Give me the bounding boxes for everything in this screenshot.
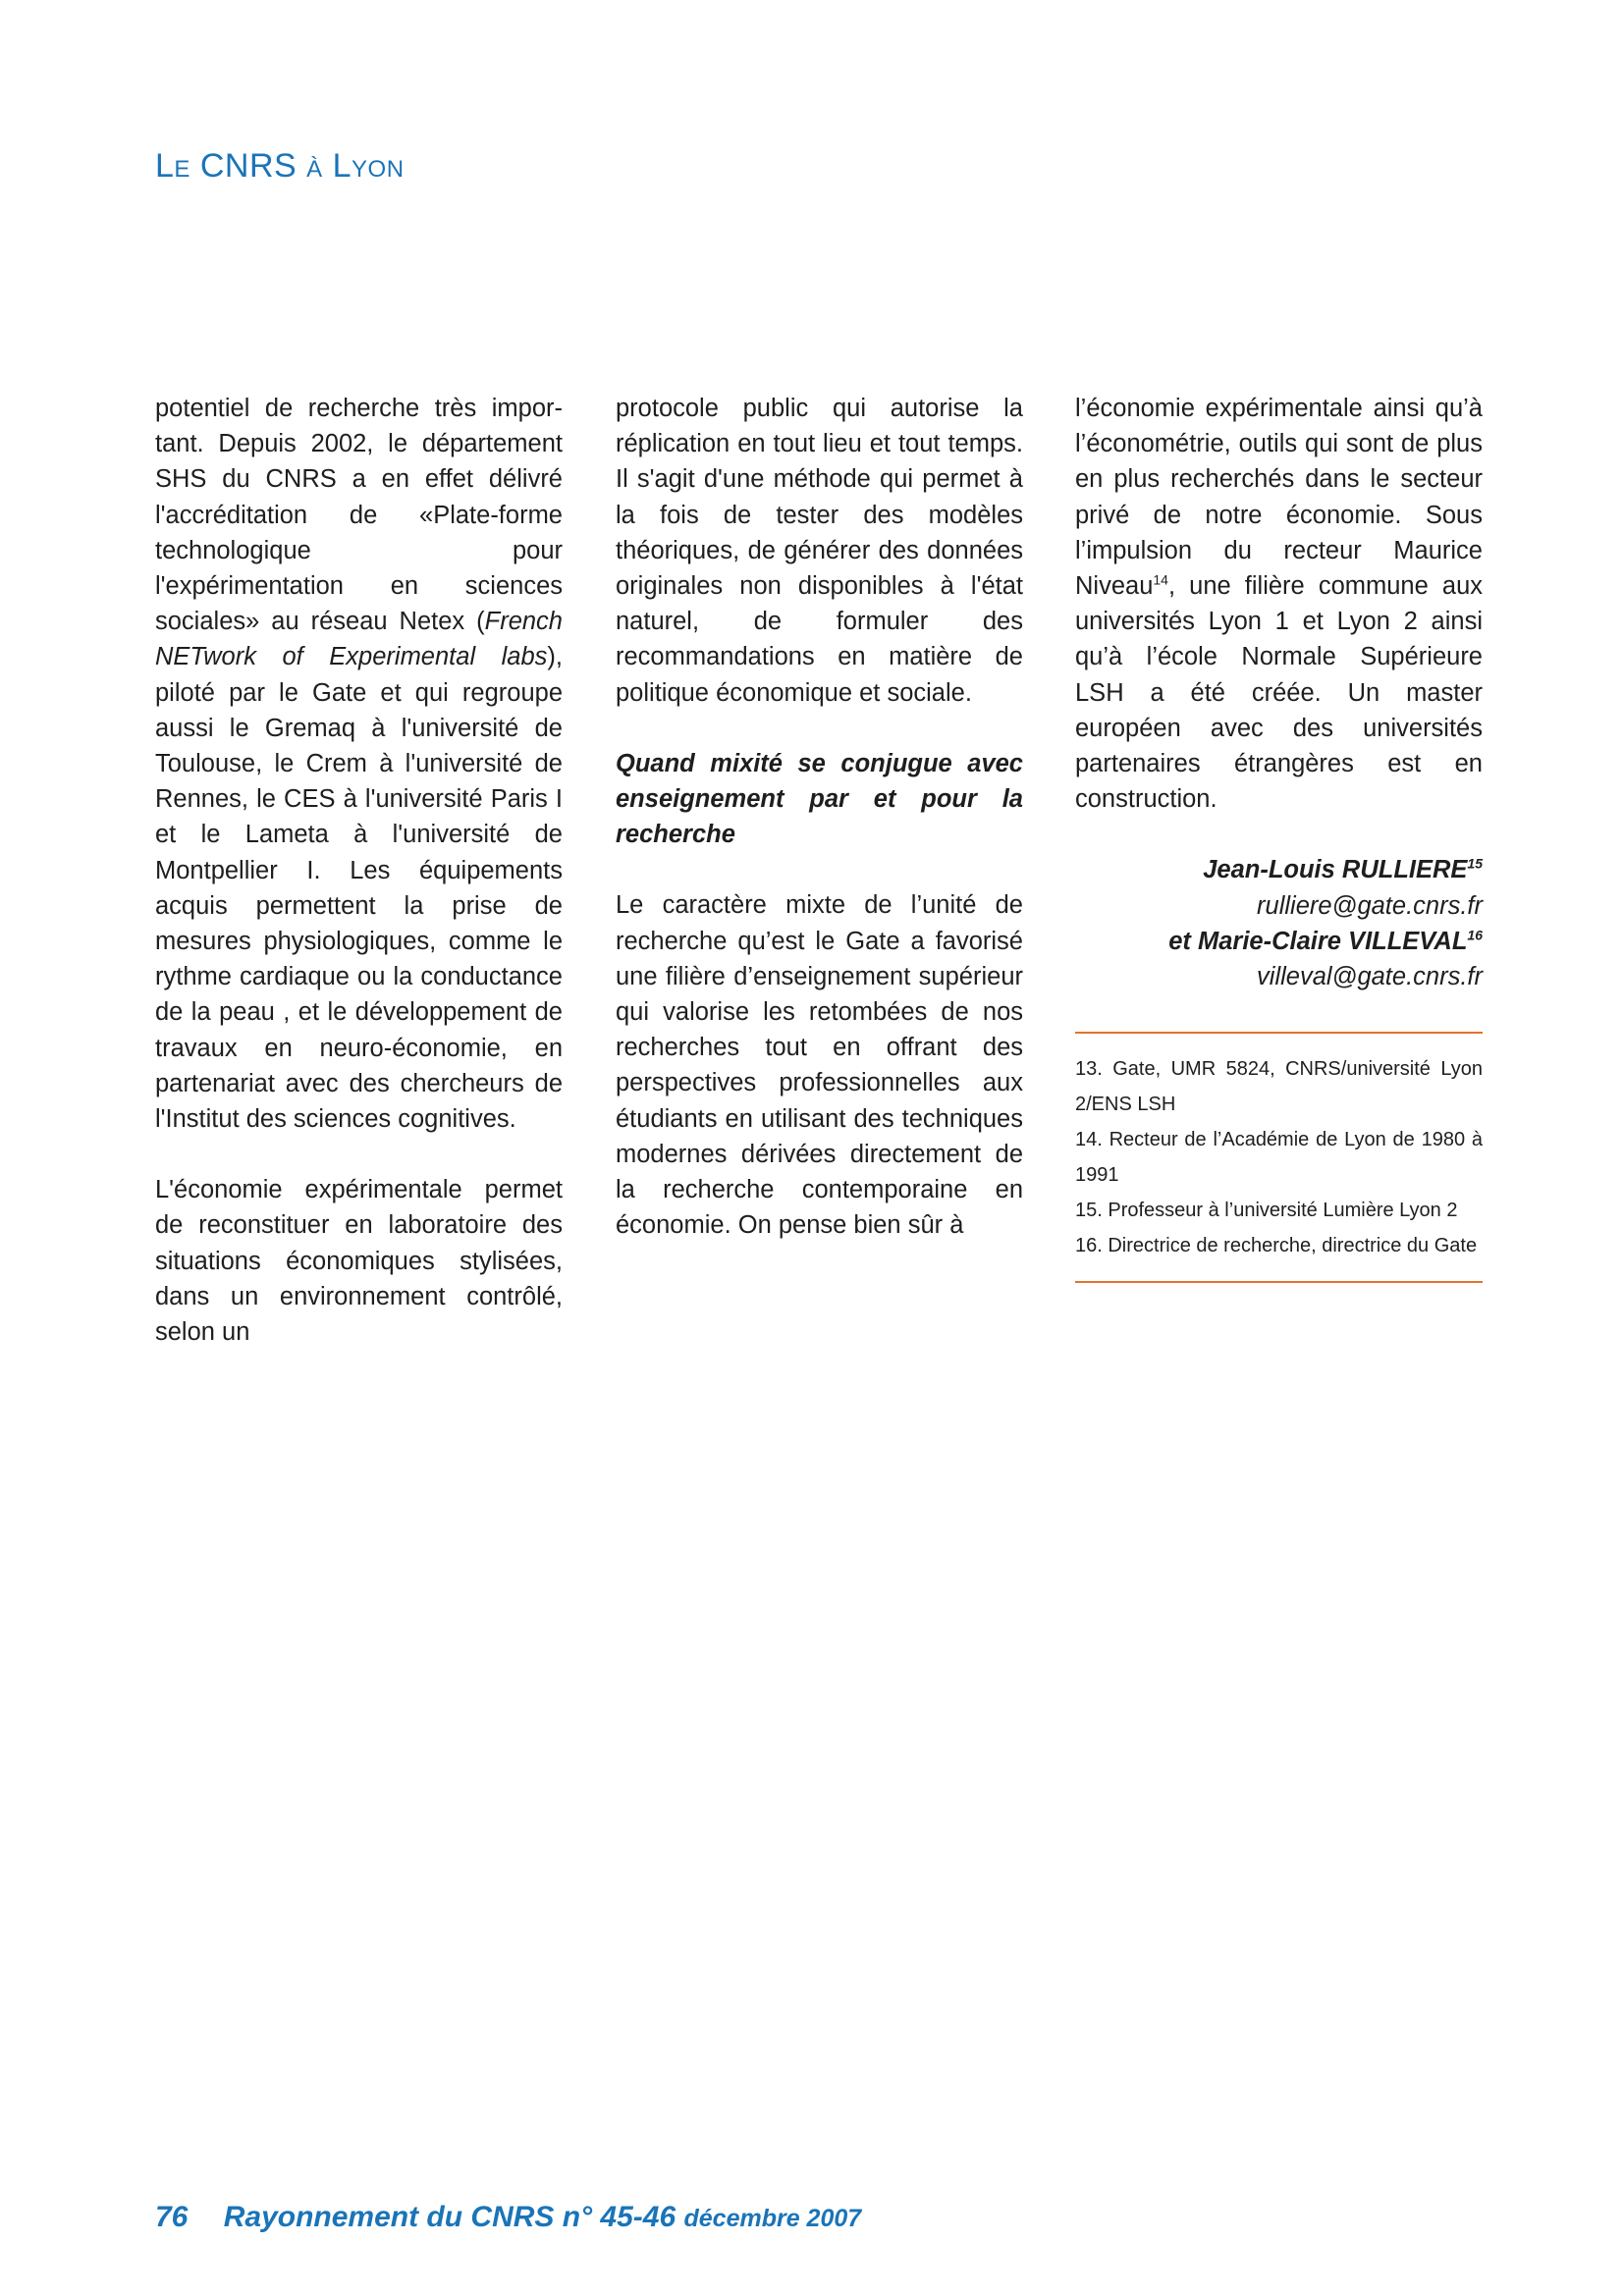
text-column-2 [616, 391, 1023, 1243]
paragraph-text: l’économie expérimentale ainsi qu’à l’économétrie, outils qui sont de plus en plus recherchés dans le secteur privé de notre économie. Sous l’impulsion du recteur Maurice Niveau [1075, 395, 1483, 601]
paragraph [155, 391, 563, 1137]
author-email: rulliere@gate.cnrs.fr [1257, 891, 1483, 920]
paragraph-text: , une filière commune aux universités Lyon 1 et Lyon 2 ainsi qu’à l’école Normale Supérieure LSH a été créée. Un master européen avec des universités partenaires étrangères est en construction. [1075, 572, 1483, 814]
footnote: 16. Directrice de recherche, directrice du Gate [1075, 1235, 1478, 1257]
page-number: 76 [155, 2201, 189, 2233]
text-column-3 [1075, 391, 1483, 1283]
section-subheading: Quand mixité se conjugue avec enseignement par et pour la recherche [616, 749, 1023, 849]
author-name-text: Jean-Louis RULLIERE [1203, 856, 1468, 884]
page-footer [155, 2201, 861, 2234]
paragraph: L'économie expérimentale permet de reconstituer en laboratoire des situations économiques stylisées, dans un environnement contrôlé, selon un [155, 1176, 563, 1347]
footnote-ref: 14 [1153, 571, 1168, 588]
author-name [1075, 924, 1483, 959]
text-column-1 [155, 391, 563, 1350]
paragraph: Le caractère mixte de l’unité de recherche qu’est le Gate a favorisé une filière d’enseignement supérieur qui valorise les retombées de nos recherches tout en offrant des perspectives professionnelles aux étudiants en utilisant des techniques modernes dérivées directement de la recherche contemporaine en économie. On pense bien sûr à [616, 891, 1023, 1240]
author-email: villeval@gate.cnrs.fr [1257, 963, 1483, 991]
footnote-rule-bottom [1075, 1281, 1483, 1283]
footnote: 13. Gate, UMR 5824, CNRS/université Lyon 2/ENS LSH [1075, 1058, 1483, 1116]
paragraph [1075, 391, 1483, 817]
author-name-text: et Marie-Claire VILLEVAL [1168, 927, 1468, 955]
running-title: Le CNRS à Lyon [155, 147, 405, 185]
publication-date: décembre 2007 [683, 2205, 862, 2232]
italic-text: French NETwork of Experimental labs [155, 608, 563, 671]
publication-title: Rayonnement du CNRS n° 45-46 [223, 2201, 676, 2233]
footnote-ref: 16 [1467, 927, 1483, 943]
footnote-ref: 15 [1467, 855, 1483, 872]
footnote: 14. Recteur de l’Académie de Lyon de 1980 à 1991 [1075, 1129, 1483, 1187]
paragraph: protocole public qui autorise la réplication en tout lieu et tout temps. Il s'agit d'une méthode qui permet à la fois de tester des modèles théoriques, de générer des données originales non disponibles à l'état naturel, de formuler des recommandations en matière de politique économique et sociale. [616, 395, 1023, 707]
paragraph-text: potentiel de recherche très important. Depuis 2002, le département SHS du CNRS a en effet délivré l'accréditation de «Plate-forme technologique pour l'expérimentation en sciences sociales» au réseau Netex ( [155, 395, 563, 636]
paragraph-text: ), piloté par le Gate et qui regroupe aussi le Gremaq à l'université de Toulouse, le Crem à l'université de Rennes, le CES à l'université Paris I et le Lameta à l'université de Montpellier I. Les équipements acquis permettent la prise de mesures physiologiques, comme le rythme cardiaque ou la conductance de la peau , et le développement de travaux en neuro-économie, en partenariat avec des chercheurs de l'Institut des sciences cognitives. [155, 643, 563, 1134]
author-name [1075, 852, 1483, 887]
footnote: 15. Professeur à l’université Lumière Lyon 2 [1075, 1200, 1458, 1222]
footnote-rule-top [1075, 1032, 1483, 1034]
footnotes [1075, 1051, 1483, 1263]
author-signature [1075, 852, 1483, 994]
